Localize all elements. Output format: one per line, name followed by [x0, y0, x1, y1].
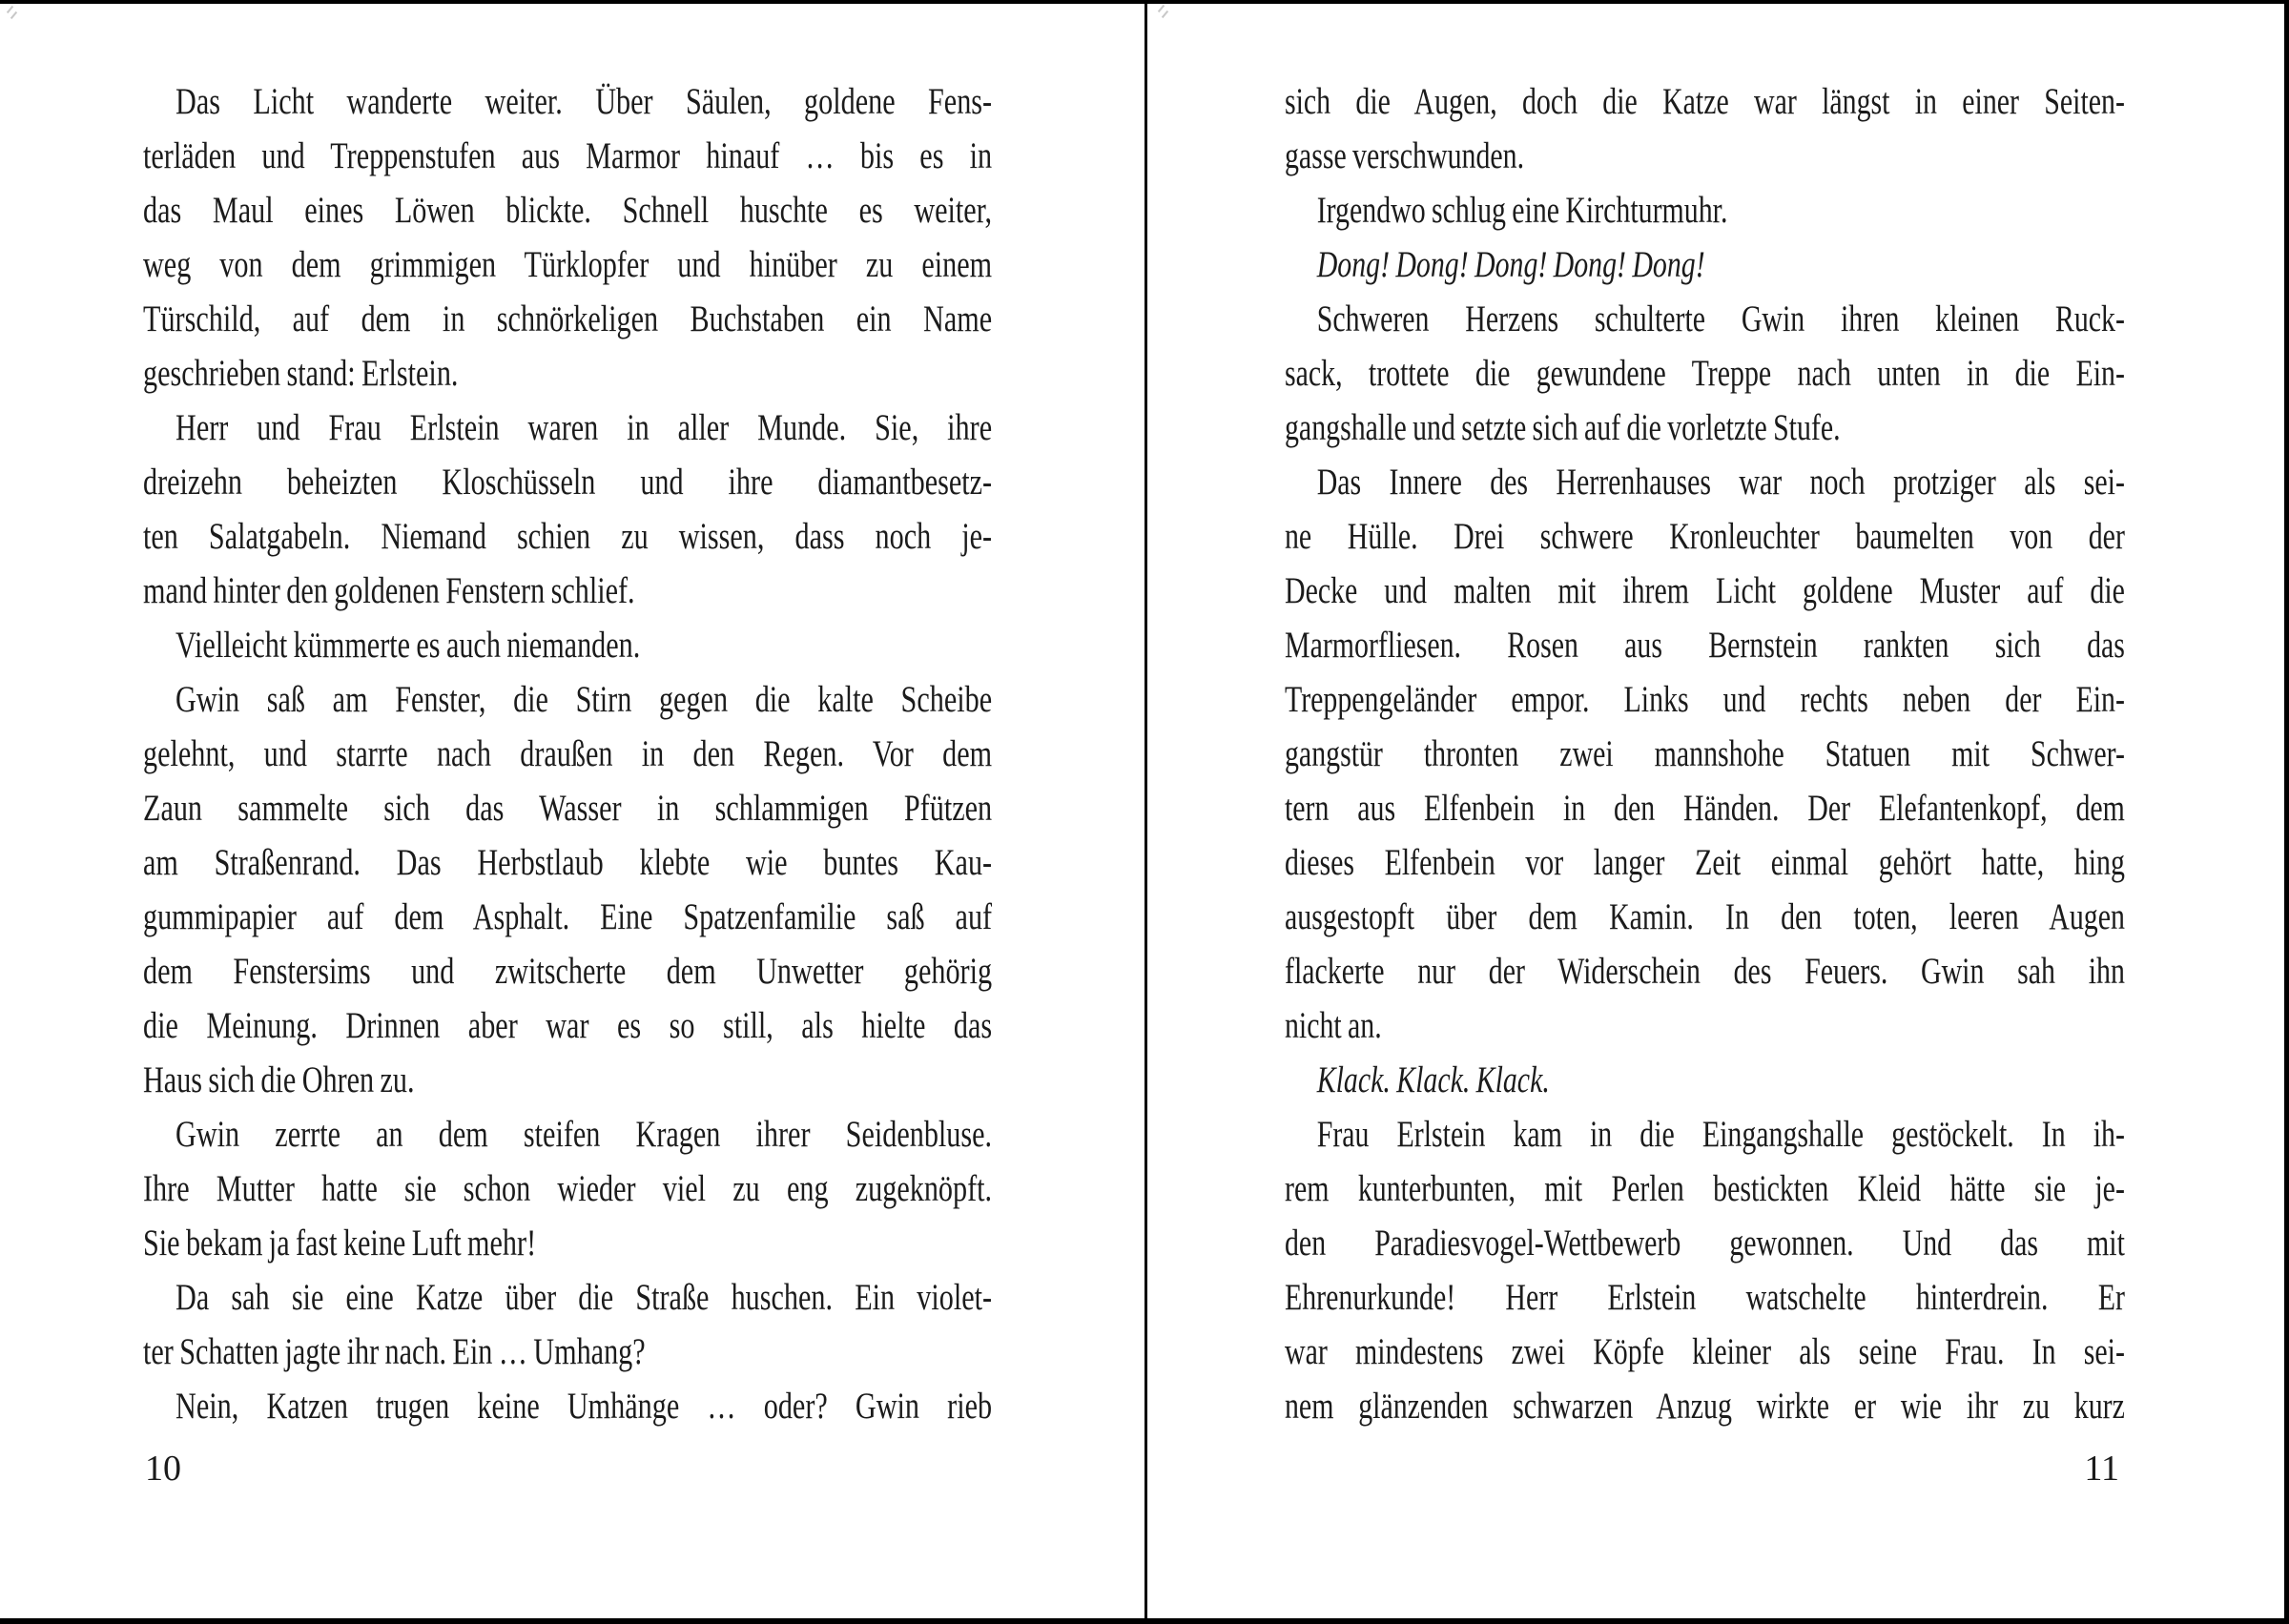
text-line: terläden und Treppenstufen aus Marmor hinauf … bis es in — [143, 135, 993, 176]
text-line: geschrieben stand: Erlstein. — [143, 353, 459, 394]
text-line: Ehrenurkunde! Herr Erlstein watschelte hinterdrein. Er — [1285, 1277, 2125, 1318]
text-line: sich die Augen, doch die Katze war längst in einer Seiten- — [1285, 81, 2125, 122]
text-line: war mindestens zwei Köpfe kleiner als seine Frau. In sei- — [1285, 1331, 2125, 1372]
text-line: Decke und malten mit ihrem Licht goldene Muster auf die — [1285, 570, 2125, 611]
text-line: Irgendwo schlug eine Kirchturmuhr. — [1316, 190, 1728, 231]
text-line: dieses Elfenbein vor langer Zeit einmal gehört hatte, hing — [1285, 842, 2125, 883]
text-line: dreizehn beheizten Kloschüsseln und ihre diamantbesetz- — [143, 462, 993, 503]
text-line: nicht an. — [1285, 1005, 1382, 1046]
text-line: das Maul eines Löwen blickte. Schnell huschte es weiter, — [143, 190, 993, 231]
text-line: gangshalle und setzte sich auf die vorletzte Stufe. — [1285, 407, 1841, 448]
left-page-text — [143, 74, 992, 1433]
text-line: Sie bekam ja fast keine Luft mehr! — [143, 1223, 537, 1264]
text-line: tern aus Elfenbein in den Händen. Der Elefantenkopf, dem — [1285, 788, 2125, 829]
text-line: gelehnt, und starrte nach draußen in den Regen. Vor dem — [143, 733, 993, 774]
text-line: ausgestopft über dem Kamin. In den toten, leeren Augen — [1285, 896, 2125, 937]
right-page-text — [1285, 74, 2125, 1433]
text-line: Marmorfliesen. Rosen aus Bernstein rankten sich das — [1285, 625, 2125, 666]
text-line: flackerte nur der Widerschein des Feuers. Gwin sah ihn — [1285, 951, 2125, 992]
right-page-number: 11 — [2084, 1449, 2119, 1489]
text-line: weg von dem grimmigen Türklopfer und hinüber zu einem — [143, 244, 993, 285]
text-line: dem Fenstersims und zwitscherte dem Unwetter gehörig — [143, 951, 993, 992]
text-line: Gwin zerrte an dem steifen Kragen ihrer Seidenbluse. — [175, 1114, 993, 1155]
text-line: Frau Erlstein kam in die Eingangshalle gestöckelt. In ih- — [1316, 1114, 2125, 1155]
text-line: Das Innere des Herrenhauses war noch protziger als sei- — [1316, 462, 2125, 503]
text-line: am Straßenrand. Das Herbstlaub klebte wie buntes Kau- — [143, 842, 993, 883]
text-line: Dong! Dong! Dong! Dong! Dong! — [1316, 244, 1705, 285]
text-line: gangstür thronten zwei mannshohe Statuen mit Schwer- — [1285, 733, 2125, 774]
text-line: Zaun sammelte sich das Wasser in schlammigen Pfützen — [143, 788, 993, 829]
text-line: Gwin saß am Fenster, die Stirn gegen die kalte Scheibe — [175, 679, 993, 720]
text-line: Klack. Klack. Klack. — [1316, 1059, 1550, 1100]
text-line: ten Salatgabeln. Niemand schien zu wissen, dass noch je- — [143, 516, 993, 557]
text-line: gummipapier auf dem Asphalt. Eine Spatzenfamilie saß auf — [143, 896, 993, 937]
right-edge-rule — [2284, 0, 2289, 1624]
text-line: Schweren Herzens schulterte Gwin ihren kleinen Ruck- — [1316, 298, 2125, 339]
text-line: Nein, Katzen trugen keine Umhänge … oder? Gwin rieb — [175, 1386, 993, 1427]
text-line: den Paradiesvogel-Wettbewerb gewonnen. Und das mit — [1285, 1223, 2125, 1264]
text-line: Treppengeländer empor. Links und rechts neben der Ein- — [1285, 679, 2125, 720]
text-line: gasse verschwunden. — [1285, 135, 1525, 176]
center-gutter-rule — [1144, 0, 1147, 1624]
scan-artifact-icon — [1157, 5, 1170, 18]
scan-artifact-icon — [6, 6, 19, 19]
text-line: Das Licht wanderte weiter. Über Säulen, goldene Fens- — [175, 81, 993, 122]
text-line: ter Schatten jagte ihr nach. Ein … Umhang? — [143, 1331, 646, 1372]
text-line: Herr und Frau Erlstein waren in aller Munde. Sie, ihre — [175, 407, 993, 448]
text-line: sack, trottete die gewundene Treppe nach unten in die Ein- — [1285, 353, 2125, 394]
text-line: Türschild, auf dem in schnörkeligen Buchstaben ein Name — [143, 298, 993, 339]
left-page-number: 10 — [145, 1449, 181, 1489]
text-line: Vielleicht kümmerte es auch niemanden. — [175, 625, 641, 666]
text-line: Da sah sie eine Katze über die Straße huschen. Ein violet- — [175, 1277, 993, 1318]
text-line: Ihre Mutter hatte sie schon wieder viel zu eng zugeknöpft. — [143, 1168, 993, 1209]
text-line: rem kunterbunten, mit Perlen bestickten Kleid hätte sie je- — [1285, 1168, 2125, 1209]
text-line: ne Hülle. Drei schwere Kronleuchter baumelten von der — [1285, 516, 2125, 557]
text-line: nem glänzenden schwarzen Anzug wirkte er wie ihr zu kurz — [1285, 1386, 2125, 1427]
text-line: mand hinter den goldenen Fenstern schlief. — [143, 570, 635, 611]
text-line: Haus sich die Ohren zu. — [143, 1059, 415, 1100]
text-line: die Meinung. Drinnen aber war es so still, als hielte das — [143, 1005, 993, 1046]
